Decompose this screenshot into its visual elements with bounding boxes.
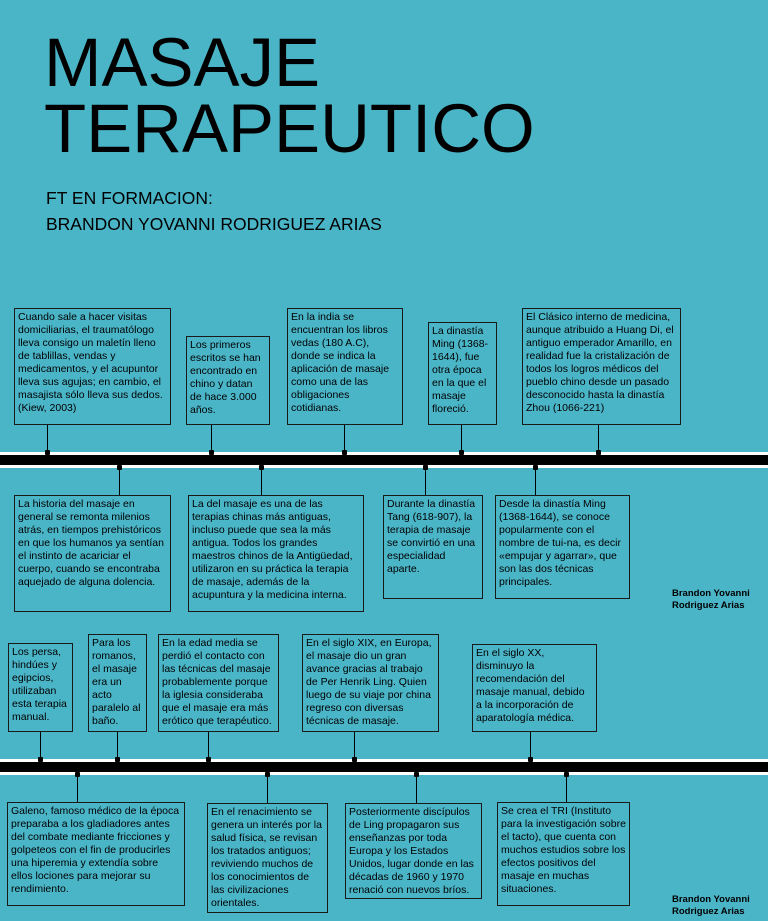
timeline2-connector <box>208 732 209 761</box>
subtitle-line-2: BRANDON YOVANNI RODRIGUEZ ARIAS <box>46 214 382 234</box>
timeline1-top-event-3: En la india se encuentran los libros vedas (180 A.C), donde se indica la aplicación de masaje como una de las obligaciones cotidianas. <box>287 308 403 425</box>
timeline1-bottom-event-1: La historia del masaje en general se remonta milenios atrás, en tiempos prehistóricos en que los humanos ya sentían el instinto de acariciar el cuerpo, cuando se encontraba aquejado de alguna dolencia. <box>14 495 171 612</box>
timeline2-top-event-1: Los persa, hindúes y egipcios, utilizaban esta terapia manual. <box>8 643 73 732</box>
timeline2-connector <box>530 732 531 761</box>
timeline2-connector <box>267 773 268 803</box>
timeline1-bottom-event-2: La del masaje es una de las terapias chinas más antiguas, incluso puede que sea la más antigua. Todos los grandes maestros chinos de la Antigüedad, utilizaron en su práctica la terapia de masaje, además de la acupuntura y la medicina interna. <box>188 495 364 612</box>
timeline2-connector <box>416 773 417 803</box>
timeline2-top-event-4: En el siglo XIX, en Europa, el masaje dio un gran avance gracias al trabajo de Per Henrik Ling. Quien luego de su viaje por china regreso con diversas técnicas de masaje. <box>302 634 439 732</box>
author-credit-2: Brandon Yovanni Rodriguez Arias <box>672 894 750 917</box>
author-credit-1: Brandon Yovanni Rodriguez Arias <box>672 588 750 611</box>
timeline2-connector <box>117 732 118 761</box>
page-title <box>44 24 535 167</box>
timeline1-connector <box>598 425 599 454</box>
timeline1-top-event-4: La dinastía Ming (1368-1644), fue otra época en la que el masaje floreció. <box>428 322 497 425</box>
timeline2-bottom-event-2: En el renacimiento se genera un interés por la salud física, se revisan los tratados antiguos; reviviendo muchos de los conocimientos de las civilizaciones orientales. <box>207 803 328 913</box>
timeline1-connector <box>344 425 345 454</box>
timeline2-connector <box>77 773 78 802</box>
title-line-2: TERAPEUTICO <box>44 90 535 167</box>
timeline1-connector <box>461 425 462 454</box>
timeline1-connector <box>211 425 212 454</box>
timeline1-connector <box>261 466 262 495</box>
timeline2-bottom-event-4: Se crea el TRI (Instituto para la investigación sobre el tacto), que cuenta con muchos estudios sobre los efectos positivos del masaje en muchas situaciones. <box>497 802 630 906</box>
timeline1-connector <box>119 466 120 495</box>
title-line-1: MASAJE <box>44 24 321 101</box>
timeline2-top-event-5: En el siglo XX, disminuyo la recomendación del masaje manual, debido a la incorporación de aparatología médica. <box>472 644 597 732</box>
timeline2-connector <box>566 773 567 802</box>
timeline2-top-event-2: Para los romanos, el masaje era un acto paralelo al baño. <box>88 634 147 732</box>
timeline1-connector <box>47 425 48 454</box>
timeline-bar-1 <box>0 452 768 468</box>
timeline2-connector <box>40 732 41 761</box>
timeline1-bottom-event-3: Durante la dinastía Tang (618-907), la terapia de masaje se convirtió en una especialidad aparte. <box>383 495 483 599</box>
timeline2-bottom-event-1: Galeno, famoso médico de la época preparaba a los gladiadores antes del combate mediante fricciones y golpeteos con el fin de producirles una hiperemia y extendía sobre ellos lociones para mejorar su rendimiento. <box>7 802 185 906</box>
timeline1-connector <box>535 466 536 495</box>
timeline2-bottom-event-3: Posteriormente discípulos de Ling propagaron sus enseñanzas por toda Europa y los Estados Unidos, lugar donde en las décadas de 1960 y 1970 renació con nuevos bríos. <box>345 803 482 899</box>
timeline1-top-event-2: Los primeros escritos se han encontrado en chino y datan de hace 3.000 años. <box>186 336 270 425</box>
timeline1-top-event-1: Cuando sale a hacer visitas domiciliarias, el traumatólogo lleva consigo un maletín lleno de tablillas, vendas y medicamentos, y el acupuntor lleva sus agujas; en cambio, el masajista sólo lleva sus dedos. (Kiew, 2003) <box>14 308 171 425</box>
timeline1-top-event-5: El Clásico interno de medicina, aunque atribuido a Huang Di, el antiguo emperador Amarillo, en realidad fue la cristalización de todos los logros médicos del pueblo chino desde un pasado desconocido hasta la dinastía Zhou (1066-221) <box>522 308 681 425</box>
timeline2-connector <box>354 732 355 761</box>
timeline1-connector <box>425 466 426 495</box>
timeline1-bottom-event-4: Desde la dinastía Ming (1368-1644), se conoce popularmente con el nombre de tui-na, es decir «empujar y agarrar», que son las dos técnicas principales. <box>495 495 630 599</box>
subtitle-line-1: FT EN FORMACION: <box>46 188 213 208</box>
timeline2-top-event-3: En la edad media se perdió el contacto con las técnicas del masaje probablemente porque la iglesia consideraba que el masaje era más erótico que terapéutico. <box>158 634 279 732</box>
